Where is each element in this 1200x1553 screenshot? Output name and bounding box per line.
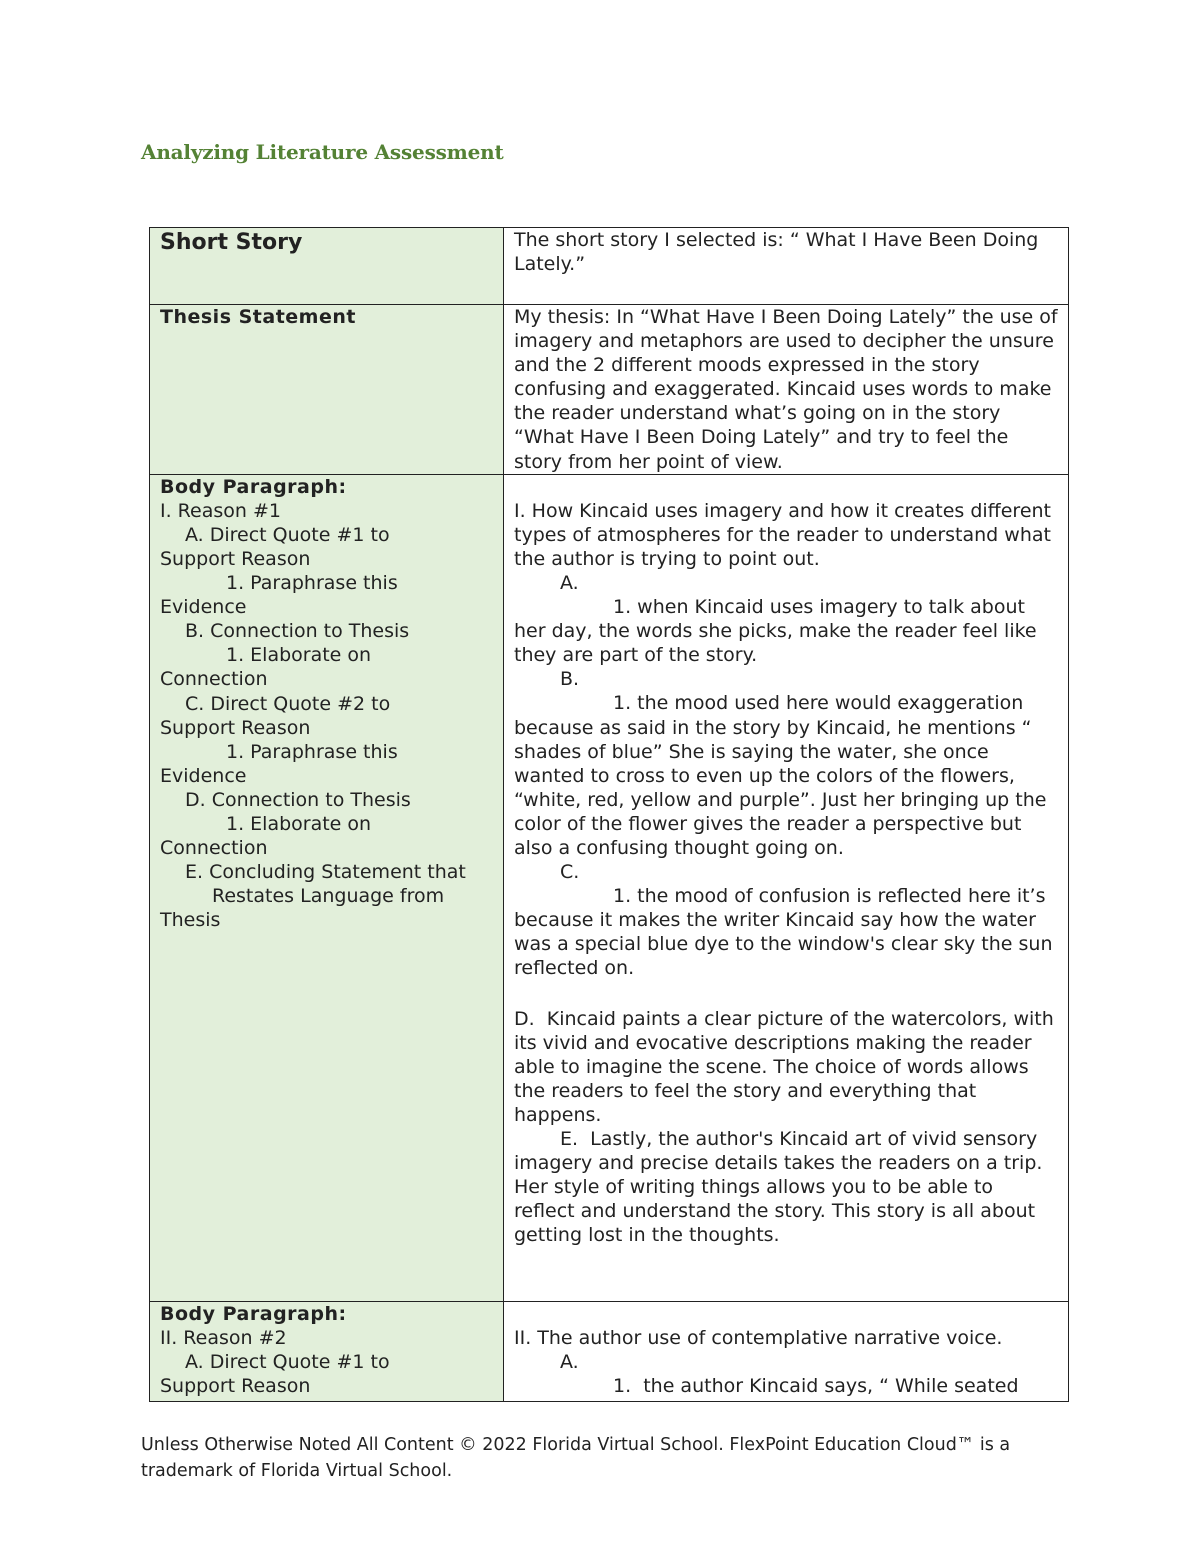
outline-item-b1-cont: Connection bbox=[160, 668, 268, 691]
outline-item-a: A. Direct Quote #1 to bbox=[185, 1350, 390, 1373]
body-paragraph-1-label: Body Paragraph: bbox=[160, 475, 347, 498]
assessment-table bbox=[149, 227, 1069, 1402]
table-row bbox=[150, 305, 1069, 475]
thesis-label: Thesis Statement bbox=[160, 306, 356, 328]
outline-item-e: E. Concluding Statement that bbox=[185, 861, 466, 884]
outline-item-d1-cont: Connection bbox=[160, 837, 268, 860]
outline-item-e-cont: Restates Language from bbox=[212, 885, 445, 908]
outline-item-a-cont: Support Reason bbox=[160, 1374, 311, 1397]
row-label-cell bbox=[150, 228, 504, 305]
short-story-label: Short Story bbox=[160, 230, 303, 255]
spacer bbox=[514, 475, 1058, 499]
table-row bbox=[150, 1301, 1069, 1401]
outline-item-a1-cont: Evidence bbox=[160, 596, 247, 619]
row-value-cell bbox=[504, 228, 1069, 305]
response-c-label: C. bbox=[560, 861, 580, 884]
response-a1[interactable]: 1. the author Kincaid says, “ While seated bbox=[613, 1374, 1019, 1397]
copyright-footer: Unless Otherwise Noted All Content © 2022 Florida Virtual School. FlexPoint Education Cloud™ is a trademark of Florida Virtual School. bbox=[141, 1435, 1011, 1481]
response-a-label: A. bbox=[560, 571, 579, 594]
response-b1[interactable]: 1. the mood used here would exaggeration because as said in the story by Kincaid, he mentions “ shades of blue” She is saying the water, she once wanted to cross to even up the colors of the flowers, “white, red, yellow and purple”. Just her bringing up the color of the flower gives the reader a perspective but also a confusing thought going on. bbox=[514, 692, 1053, 859]
response-c1[interactable]: 1. the mood of confusion is reflected here it’s because it makes the writer Kincaid say how the water was a special blue dye to the window's clear sky the sun reflected on. bbox=[514, 885, 1059, 980]
short-story-value[interactable]: The short story I selected is: “ What I Have Been Doing Lately.” bbox=[514, 229, 1045, 276]
row-label-cell bbox=[150, 474, 504, 1301]
thesis-value[interactable]: My thesis: In “What Have I Been Doing Lately” the use of imagery and metaphors are used to decipher the unsure and the 2 different moods expressed in the story confusing and exaggerated. Kincaid uses words to make the reader understand what’s going on in the story “What Have I Been Doing Lately” and try to feel the story from her point of view. bbox=[514, 306, 1064, 473]
row-value-cell bbox=[504, 1301, 1069, 1401]
outline-item-b: B. Connection to Thesis bbox=[185, 620, 410, 643]
row-label-cell bbox=[150, 305, 504, 475]
spacer bbox=[514, 981, 1058, 1007]
response-e[interactable]: E. Lastly, the author's Kincaid art of vivid sensory imagery and precise details takes the readers on a trip. Her style of writing things allows you to be able to reflect and understand the story. This story is all about getting lost in the thoughts. bbox=[514, 1128, 1049, 1247]
response-intro[interactable]: II. The author use of contemplative narrative voice. bbox=[514, 1326, 1003, 1349]
response-a-label: A. bbox=[560, 1350, 579, 1373]
outline-item-c-cont: Support Reason bbox=[160, 716, 311, 739]
response-d[interactable]: D. Kincaid paints a clear picture of the watercolors, with its vivid and evocative descriptions making the reader able to imagine the scene. The choice of words allows the readers to feel the story and everything that happens. bbox=[514, 1007, 1060, 1126]
outline-item-c1: 1. Paraphrase this bbox=[226, 740, 398, 763]
response-a1[interactable]: 1. when Kincaid uses imagery to talk about her day, the words she picks, make the reader feel like they are part of the story. bbox=[514, 596, 1043, 667]
outline-item-a1: 1. Paraphrase this bbox=[226, 572, 398, 595]
response-intro[interactable]: I. How Kincaid uses imagery and how it creates different types of atmospheres for the reader to understand what the author is trying to point out. bbox=[514, 499, 1058, 570]
row-value-cell bbox=[504, 474, 1069, 1301]
outline-reason: I. Reason #1 bbox=[160, 499, 281, 522]
outline-item-d: D. Connection to Thesis bbox=[185, 788, 411, 811]
row-label-cell bbox=[150, 1301, 504, 1401]
response-b-label: B. bbox=[560, 668, 580, 691]
outline-reason: II. Reason #2 bbox=[160, 1326, 287, 1349]
body-paragraph-2-label: Body Paragraph: bbox=[160, 1302, 347, 1325]
row-value-cell bbox=[504, 305, 1069, 475]
page-title: Analyzing Literature Assessment bbox=[141, 140, 504, 164]
outline-item-a-cont: Support Reason bbox=[160, 547, 311, 570]
outline-item-d1: 1. Elaborate on bbox=[226, 812, 372, 835]
outline-item-b1: 1. Elaborate on bbox=[226, 644, 372, 667]
outline-item-c1-cont: Evidence bbox=[160, 764, 247, 787]
table-row bbox=[150, 474, 1069, 1301]
outline-item-e-cont2: Thesis bbox=[160, 909, 221, 932]
table-row bbox=[150, 228, 1069, 305]
outline-item-c: C. Direct Quote #2 to bbox=[185, 692, 391, 715]
outline-item-a: A. Direct Quote #1 to bbox=[185, 523, 390, 546]
spacer bbox=[514, 1302, 1058, 1326]
